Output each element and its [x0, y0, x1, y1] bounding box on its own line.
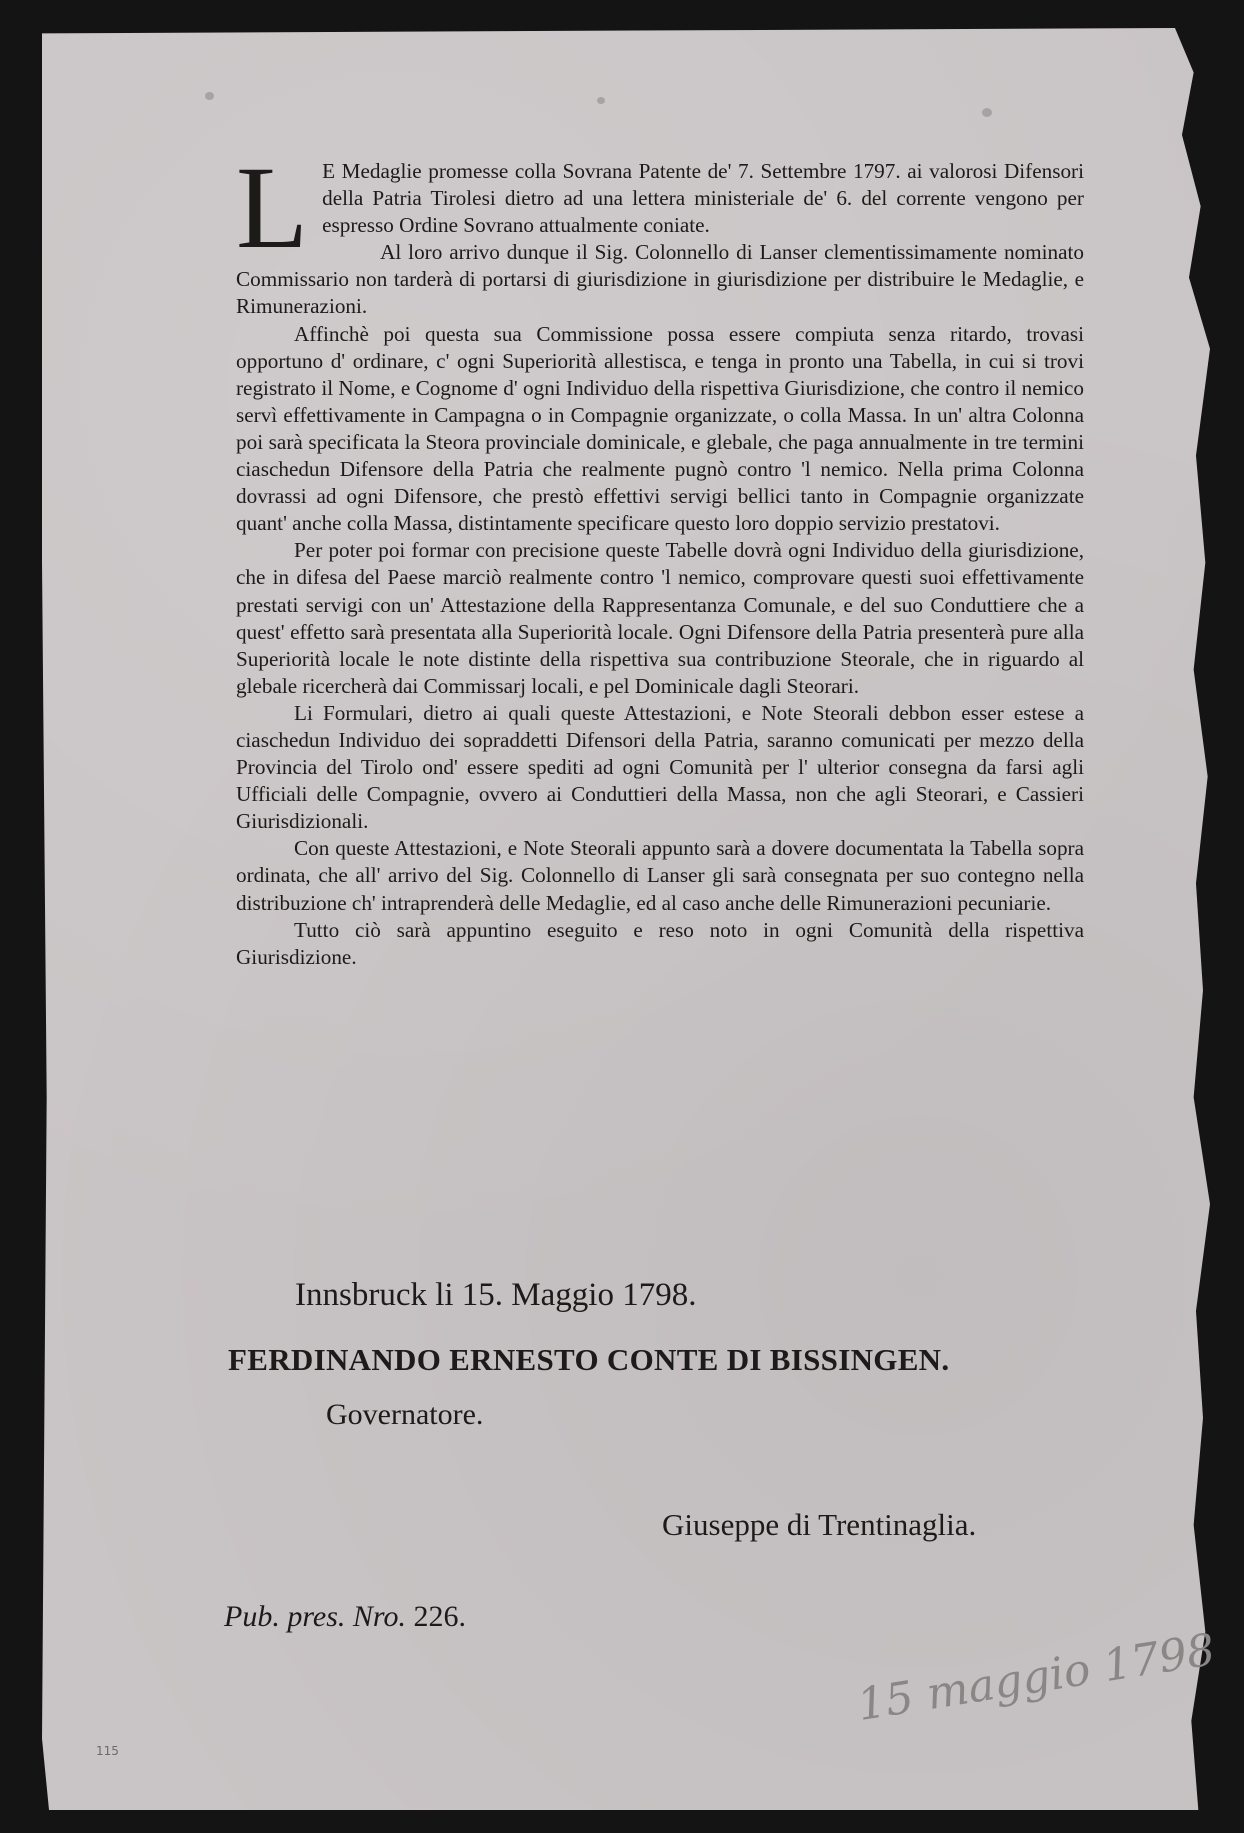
- pin-hole: [597, 97, 605, 104]
- decree-body: [236, 142, 1084, 971]
- publication-reference: [224, 1600, 466, 1634]
- signer-name: FERDINANDO ERNESTO CONTE DI BISSINGEN.: [228, 1342, 950, 1377]
- paragraph-3: Affinchè poi questa sua Commissione possa essere compiuta senza ritardo, trovasi opportuno d' ordinare, c' ogni Superiorità allestisca, e tenga in pronto una Tabella, in cui si trovi registrato il Nome, e Cognome d' ogni Individuo della rispettiva Giurisdizione, che contro il nemico servì effettivamente in Campagna o in Compagnie organizzate, o colla Massa. In un' altra Colonna poi sarà specificata la Steora provinciale dominicale, e glebale, che paga annualmente in tre termini ciaschedun Difensore della Patria che realmente pugnò contro 'l nemico. Nella prima Colonna dovrassi ad ogni Difensore, che prestò effettivi servigi bellici tanto in Compagnie organizzate quant' anche colla Massa, distintamente specificare questo loro doppio servizio prestatovi.: [236, 321, 1084, 536]
- publication-number: 226.: [413, 1600, 466, 1633]
- paragraph-4: Per poter poi formar con precisione queste Tabelle dovrà ogni Individuo della giurisdizione, che in difesa del Paese marciò realmente contro 'l nemico, comprovare questi suoi effettivamente prestati servigi con un' Attestazione della Rappresentanza Comunale, e del suo Conduttiere che a quest' effetto sarà presentata alla Superiorità locale. Ogni Difensore della Patria presenterà pure alla Superiorità locale le note distinte della rispettiva sua contribuzione Steorale, che in riguardo al glebale ricercherà dai Commissarj locali, e pel Dominicale dagli Steorari.: [236, 538, 1084, 698]
- publication-label: Pub. pres. Nro.: [224, 1600, 406, 1633]
- drop-cap: L: [236, 142, 309, 273]
- paragraph-5: Li Formulari, dietro ai quali queste Attestazioni, e Note Steorali debbon esser estese a ciaschedun Individuo dei sopraddetti Difensori della Patria, saranno comunicati per mezzo della Provincia del Tirolo ond' essere spediti ad ogni Comunità per l' ulterior consegna da farsi agli Ufficiali delle Compagnie, ovvero ai Conduttieri della Massa, non che agli Steorari, e Cassieri Giurisdizionali.: [236, 700, 1084, 834]
- handwritten-date-note: 15 maggio 1798: [854, 1624, 1219, 1731]
- pin-hole: [982, 108, 992, 117]
- pin-hole: [205, 92, 214, 100]
- signer-role: Governatore.: [326, 1398, 484, 1431]
- paragraph-1: [236, 142, 1084, 273]
- paragraph-6: Con queste Attestazioni, e Note Steorali appunto sarà a dovere documentata la Tabella sopra ordinata, che all' arrivo del Sig. Colonnello di Lanser gli sarà consegnata per suo contegno nella distribuzione ch' intraprenderà delle Medaglie, ed al caso anche delle Rimunerazioni pecuniarie.: [236, 836, 1084, 915]
- paragraph-2: Al loro arrivo dunque il Sig. Colonnello di Lanser clementissimamente nominato Commissario non tarderà di portarsi di giurisdizione in giurisdizione per distribuire le Medaglie, e Rimunerazioni.: [236, 240, 1084, 319]
- paragraph-text: E Medaglie promesse colla Sovrana Patente de' 7. Settembre 1797. ai valorosi Difensori della Patria Tirolesi dietro ad una lettera ministeriale de' 6. del corrente vengono per espresso Ordine Sovrano attualmente coniate.: [322, 159, 1084, 238]
- countersignature: Giuseppe di Trentinaglia.: [662, 1507, 977, 1542]
- margin-number: 115: [96, 1744, 119, 1758]
- date-line: Innsbruck li 15. Maggio 1798.: [295, 1277, 697, 1313]
- paragraph-7: Tutto ciò sarà appuntino eseguito e reso noto in ogni Comunità della rispettiva Giurisdizione.: [236, 917, 1084, 969]
